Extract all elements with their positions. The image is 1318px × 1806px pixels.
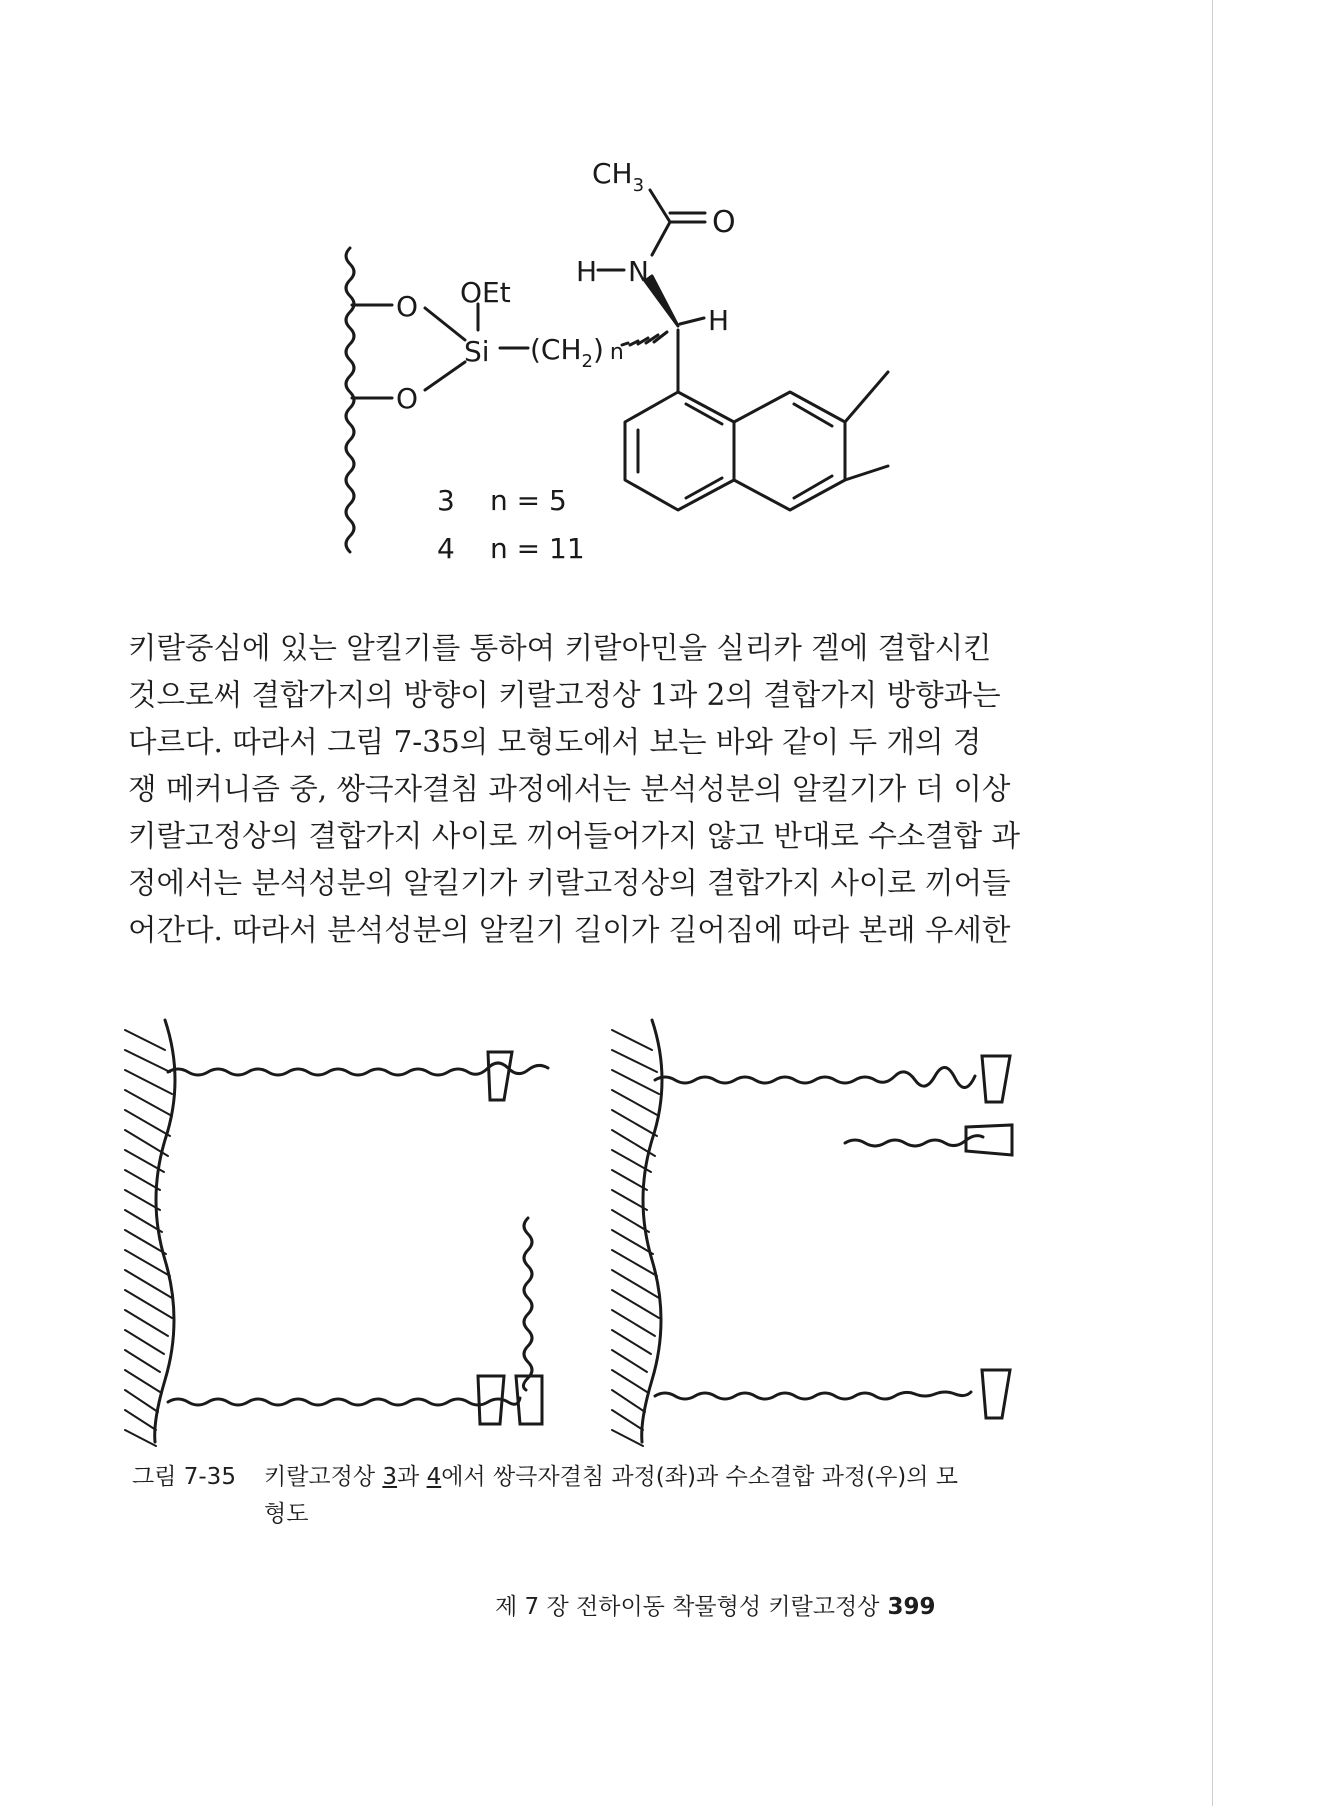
left-top-head bbox=[488, 1052, 512, 1100]
ref-compound-3: 3 bbox=[382, 1464, 398, 1490]
bond-c-h bbox=[680, 318, 704, 324]
right-panel-wall bbox=[642, 1020, 662, 1442]
bond-o-top-si bbox=[425, 308, 465, 340]
compound-4-id: 4 bbox=[437, 532, 455, 565]
oet-label: OEt bbox=[460, 276, 511, 309]
right-top-head bbox=[982, 1056, 1010, 1102]
o-bottom-label: O bbox=[396, 382, 419, 415]
figure-label: 그림 7-35 bbox=[132, 1464, 236, 1490]
right-bottom-head bbox=[982, 1370, 1010, 1418]
silica-surface-wavy-line bbox=[346, 248, 354, 552]
chain-label: $(CH_2)$ n bbox=[530, 333, 624, 372]
analyte-horizontal-head bbox=[966, 1125, 1012, 1155]
ch3-label: $CH_3$ bbox=[592, 157, 645, 196]
ring-double-bond-4 bbox=[794, 404, 832, 426]
ref-compound-4: 4 bbox=[426, 1464, 442, 1490]
figure-right-panel bbox=[612, 1020, 1012, 1446]
compound-3-id: 3 bbox=[437, 484, 455, 517]
compound-4-n: n = 11 bbox=[490, 532, 585, 565]
body-paragraph bbox=[128, 625, 1021, 954]
bond-o-bottom-si bbox=[425, 362, 465, 390]
hashed-wedge-bond bbox=[622, 332, 667, 345]
o-top-label: O bbox=[396, 290, 419, 323]
analyte-horizontal-chain bbox=[845, 1136, 983, 1146]
bond-carbonyl-ch3 bbox=[650, 190, 670, 222]
right-top-chain bbox=[655, 1067, 975, 1087]
left-top-chain bbox=[168, 1063, 548, 1075]
si-label: Si bbox=[464, 335, 490, 368]
amine-h-label: H bbox=[576, 255, 598, 288]
ring-double-bond-5 bbox=[794, 476, 832, 498]
caption-line-2: 형도 bbox=[264, 1501, 309, 1527]
body-line: 어간다. 따라서 분석성분의 알킬기 길이가 길어짐에 따라 본래 우세한 bbox=[128, 913, 1011, 947]
body-line: 쟁 메커니즘 중, 쌍극자결침 과정에서는 분석성분의 알킬기가 더 이상 bbox=[128, 772, 1011, 806]
body-line: 것으로써 결합가지의 방향이 키랄고정상 1과 2의 결합가지 방향과는 bbox=[128, 678, 1001, 712]
naphthalene-ring-left bbox=[625, 392, 734, 510]
figure-left-panel bbox=[125, 1020, 548, 1446]
compound-3-n: n = 5 bbox=[490, 484, 567, 517]
left-bottom-chain bbox=[168, 1398, 520, 1405]
body-line: 키랄고정상의 결합가지 사이로 끼어들어가지 않고 반대로 수소결합 과 bbox=[128, 819, 1021, 853]
amine-n-label: N bbox=[628, 255, 649, 288]
bold-wedge-bond bbox=[645, 276, 678, 326]
chiral-h-label: H bbox=[708, 304, 730, 337]
analyte-vertical-chain bbox=[523, 1218, 532, 1390]
body-line: 키랄중심에 있는 알킬기를 통하여 키랄아민을 실리카 겔에 결합시킨 bbox=[128, 631, 992, 665]
body-line: 정에서는 분석성분의 알킬기가 키랄고정상의 결합가지 사이로 끼어들 bbox=[128, 866, 1011, 900]
methyl-bond-top bbox=[845, 372, 888, 422]
carbonyl-o-label: O bbox=[712, 205, 736, 240]
bond-n-carbonyl bbox=[652, 222, 670, 255]
naphthalene-ring-right bbox=[734, 392, 845, 510]
body-line: 다르다. 따라서 그림 7-35의 모형도에서 보는 바와 같이 두 개의 경 bbox=[128, 725, 982, 759]
methyl-bond-bottom bbox=[845, 466, 888, 480]
page-number: 399 bbox=[887, 1594, 936, 1620]
right-bottom-chain bbox=[655, 1392, 971, 1399]
left-panel-wall bbox=[155, 1020, 175, 1442]
caption-line-1: 키랄고정상 3과 4에서 쌍극자결침 과정(좌)과 수소결합 과정(우)의 모 bbox=[264, 1464, 959, 1490]
chapter-title: 제 7 장 전하이동 착물형성 키랄고정상 bbox=[495, 1594, 880, 1620]
running-footer bbox=[495, 1588, 935, 1621]
